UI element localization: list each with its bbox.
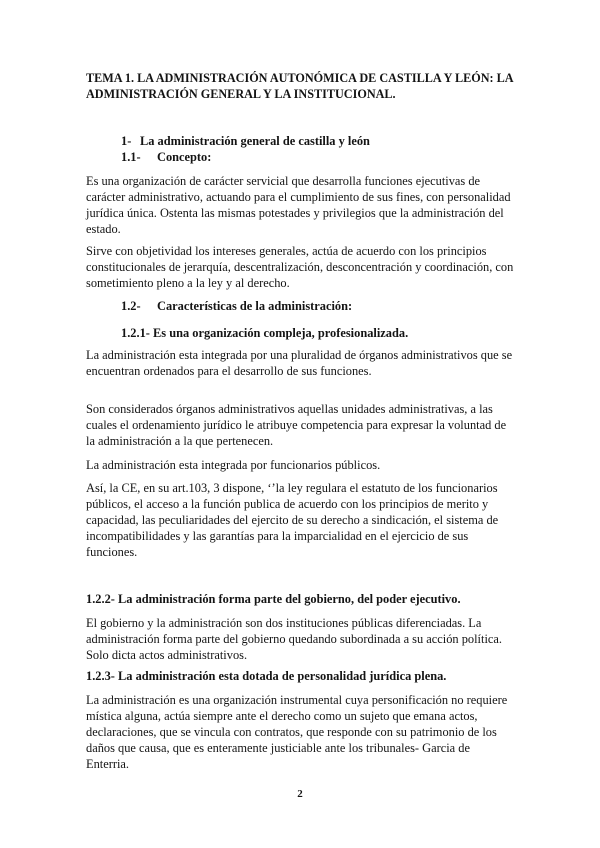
document-title: TEMA 1. LA ADMINISTRACIÓN AUTONÓMICA DE CASTILLA Y LEÓN: LA ADMINISTRACIÓN GENERAL Y LA INSTITUCIONAL.: [86, 71, 513, 101]
page-number: 2: [297, 788, 303, 800]
paragraph-organos-administrativos: Son considerados órganos administrativos aquellas unidades administrativas, a las cuales el ordenamiento jurídico le atribuye competencia para expresar la voluntad de la administración a la que pertenecen.: [86, 402, 507, 448]
section-1-1-title: Concepto:: [157, 150, 212, 164]
section-1-title: La administración general de castilla y león: [140, 134, 370, 148]
paragraph-personalidad: La administración es una organización instrumental cuya personificación no requiere mística alguna, actúa siempre ante el derecho como un sujeto que emana actos, declaraciones, que se vincula con contratos, que responde con su patrimonio de los daños que causa, que es enteramente justiciable ante los tribunales- Garcia de Enterria.: [86, 693, 508, 771]
paragraph-concepto-2: Sirve con objetividad los intereses generales, actúa de acuerdo con los principios constitucionales de jerarquía, descentralización, desconcentración y coordinación, con sometimiento pleno a la ley y al derecho.: [86, 244, 514, 290]
paragraph-funcionarios: La administración esta integrada por funcionarios públicos.: [86, 458, 381, 472]
section-1-2-title: Características de la administración:: [157, 299, 353, 313]
section-1-2-3-heading: 1.2.3- La administración esta dotada de personalidad jurídica plena.: [86, 669, 447, 683]
section-1-heading: [121, 134, 370, 149]
paragraph-organos: La administración esta integrada por una pluralidad de órganos administrativos que se encuentran ordenados para el desarrollo de sus funciones.: [86, 348, 513, 378]
section-1-2-number: 1.2-: [121, 299, 141, 313]
paragraph-concepto-1: Es una organización de carácter servicial que desarrolla funciones ejecutivas de carácter administrativo, actuando para el cumplimiento de sus fines, con personalidad jurídica única. Ostenta las mismas potestades y privilegios que la administración del estado.: [86, 174, 511, 236]
section-1-2-1-heading: 1.2.1- Es una organización compleja, profesionalizada.: [121, 326, 409, 340]
paragraph-gobierno: El gobierno y la administración son dos instituciones públicas diferenciadas. La administración forma parte del gobierno quedando subordinada a su acción política. Solo dicta actos administrativos.: [86, 616, 502, 662]
section-1-number: 1-: [121, 134, 132, 148]
section-1-1-number: 1.1-: [121, 150, 141, 164]
section-1-2-2-heading: 1.2.2- La administración forma parte del gobierno, del poder ejecutivo.: [86, 592, 461, 606]
paragraph-art-103: Así, la CE, en su art.103, 3 dispone, ‘’la ley regulara el estatuto de los funcionarios públicos, el acceso a la función publica de acuerdo con los principios de merito y capacidad, las peculiaridades del ejercito de su derecho a sindicación, el sistema de incompatibilidades y las garantías para la imparcialidad en el ejercicio de sus funciones.: [86, 481, 499, 559]
section-1-2-heading: [121, 299, 352, 314]
section-1-1-heading: [121, 150, 211, 165]
